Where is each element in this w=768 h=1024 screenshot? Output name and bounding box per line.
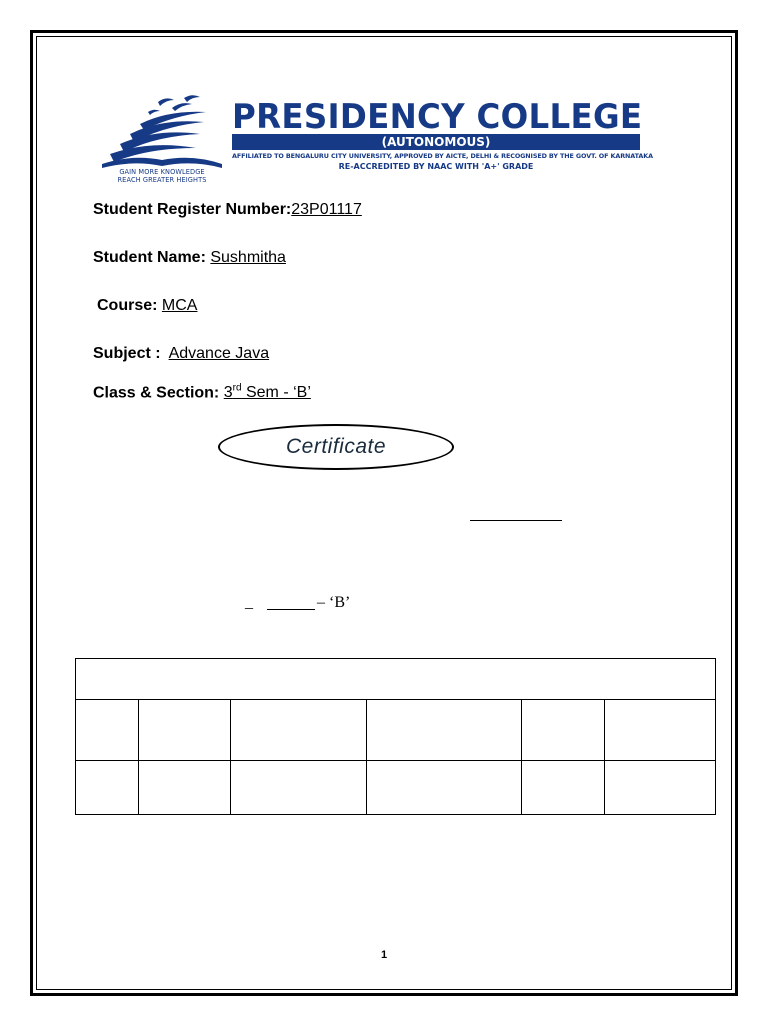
certificate-heading: Certificate bbox=[285, 435, 387, 458]
class-section-value bbox=[224, 384, 311, 401]
table-cell bbox=[231, 700, 367, 761]
table-cell bbox=[522, 761, 605, 815]
subject-field bbox=[93, 344, 269, 364]
table-cell bbox=[367, 700, 522, 761]
table-cell bbox=[231, 761, 367, 815]
table-cell bbox=[139, 761, 231, 815]
affiliation-text: AFFILIATED TO BENGALURU CITY UNIVERSITY, APPROVED BY AICTE, DELHI & RECOGNISED BY THE GOVT. OF KARNATAKA bbox=[232, 152, 653, 160]
subject-value: Advance Java bbox=[168, 345, 270, 362]
register-number-value: 23P01117 bbox=[291, 201, 362, 218]
table-cell bbox=[139, 700, 231, 761]
register-number-label: Student Register Number: bbox=[93, 201, 292, 218]
table-cell bbox=[522, 700, 605, 761]
table-row bbox=[76, 659, 716, 700]
accreditation-text: RE-ACCREDITED BY NAAC WITH 'A+' GRADE bbox=[338, 162, 534, 171]
class-ordinal: rd bbox=[232, 383, 242, 394]
table-row bbox=[76, 700, 716, 761]
student-name-value: Sushmitha bbox=[210, 249, 286, 266]
certificate-heading-oval bbox=[218, 424, 454, 470]
class-semester: Sem - ‘B’ bbox=[241, 384, 311, 402]
student-name-field bbox=[93, 248, 286, 268]
course-value: MCA bbox=[161, 297, 198, 314]
blank-line-2 bbox=[267, 609, 315, 610]
table-cell bbox=[605, 700, 716, 761]
register-number-field bbox=[93, 200, 362, 220]
college-header bbox=[232, 97, 653, 173]
college-tagline bbox=[100, 168, 224, 184]
autonomous-banner: (AUTONOMOUS) bbox=[232, 134, 640, 150]
dash-text: _ bbox=[245, 594, 253, 611]
table-cell bbox=[76, 659, 716, 700]
table-cell bbox=[76, 700, 139, 761]
course-field bbox=[97, 296, 197, 316]
tagline-line-2: REACH GREATER HEIGHTS bbox=[117, 176, 207, 184]
blank-line-1 bbox=[470, 520, 562, 521]
college-name: PRESIDENCY COLLEGE bbox=[232, 97, 643, 137]
course-label: Course: bbox=[97, 297, 158, 314]
class-section-field bbox=[93, 379, 311, 403]
tagline-line-1: GAIN MORE KNOWLEDGE bbox=[119, 168, 205, 176]
subject-label: Subject : bbox=[93, 345, 161, 362]
class-section-label: Class & Section: bbox=[93, 384, 220, 402]
section-text: – ‘B’ bbox=[317, 594, 351, 611]
table-cell bbox=[367, 761, 522, 815]
student-name-label: Student Name: bbox=[93, 249, 206, 266]
details-table bbox=[75, 658, 716, 815]
table-row bbox=[76, 761, 716, 815]
page-number: 1 bbox=[380, 949, 388, 961]
table-cell bbox=[605, 761, 716, 815]
table-cell bbox=[76, 761, 139, 815]
class-number: 3 bbox=[223, 384, 233, 402]
